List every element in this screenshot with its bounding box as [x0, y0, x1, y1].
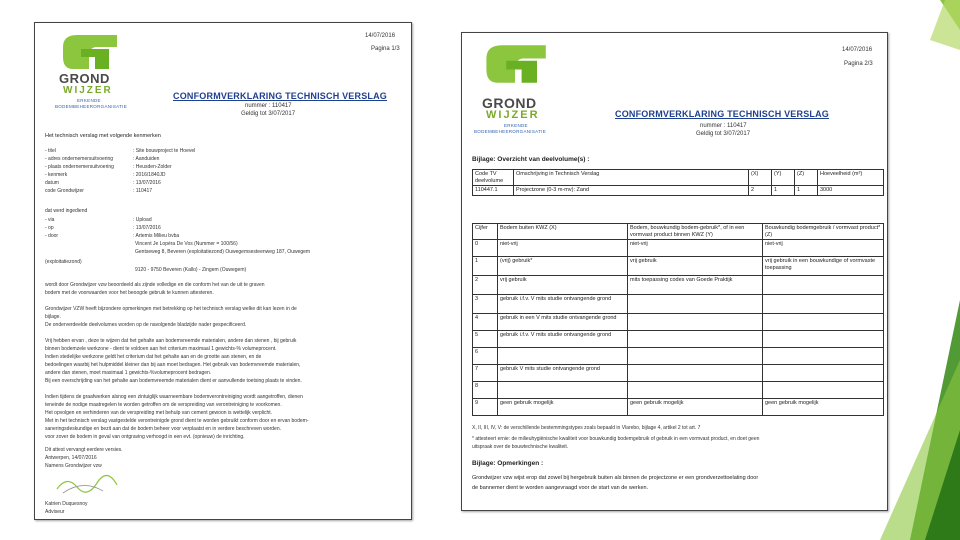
- table-cell: niet-vrij: [628, 240, 763, 257]
- page1-closing: Dit attest vervangt eerdere versies.: [45, 447, 123, 453]
- paragraph-line: Indien tijdens de graafwerken alsnog een zintuiglijk waarneembare bodemverontreiniging wordt aangetroffen, dienen: [45, 394, 303, 400]
- table-cell: 4: [473, 314, 498, 331]
- field-label: - plaats ondernemersuitvoering: [45, 164, 114, 170]
- page1-date: 14/07/2016: [365, 33, 396, 39]
- page1-intro: Het technisch verslag met volgende kenmerken: [45, 133, 161, 139]
- table-cell: [763, 295, 884, 314]
- field-label: code Grondwijzer: [45, 188, 84, 194]
- remarks-line: de bannemer dient te worden aangevraagd voor de start van de werken.: [472, 485, 649, 491]
- table-row: [473, 186, 884, 196]
- paragraph-line: andere dan stenen, moet maximaal 1 gewichts-%volumeprocent bedragen.: [45, 370, 212, 376]
- table-row: [473, 257, 884, 276]
- table-cell: [763, 331, 884, 348]
- field-value: : Artemis Milieu bvba: [133, 233, 180, 239]
- table-header-cell: (Z): [795, 170, 818, 186]
- table-cell: [628, 314, 763, 331]
- field-value: : 13/07/2016: [133, 180, 161, 186]
- logo-text-wijzer: WIJZER: [486, 109, 540, 121]
- table-row: [473, 295, 884, 314]
- page2-title: CONFORMVERKLARING TECHNISCH VERSLAG: [615, 109, 830, 119]
- classification-table: [472, 223, 884, 416]
- table-row: [473, 331, 884, 348]
- table-cell: 9: [473, 399, 498, 416]
- table-cell: 0: [473, 240, 498, 257]
- footnote-2-line: uitspraak over de bouwtechnische kwaliteit.: [472, 444, 569, 450]
- paragraph-line: Met in het technisch verslag vastgestelde verontreinigde grond dient te worden gebruikt conform door en ervan bodem-: [45, 418, 309, 424]
- table-header-cell: Cijfer: [473, 224, 498, 240]
- paragraph-line: Bij een overschrijding van het gehalte aan bodemvreemde materialen dient er aanvullende toetsing plaats te vinden.: [45, 378, 302, 384]
- table-row: [473, 276, 884, 295]
- field-value: : 13/07/2016: [133, 225, 161, 231]
- field-label: - titel: [45, 148, 56, 154]
- table-row: [473, 382, 884, 399]
- table-header-cell: Bodem buiten KWZ (X): [498, 224, 628, 240]
- footnote-1: X, II, III, IV, V: de verschillende bestemmingstypes zoals bepaald in Vlarebo, bijlage 4, artikel 2 tot art. 7: [472, 425, 701, 431]
- field-value: : Site bouwproject te Hoevel: [133, 148, 196, 154]
- field-label: - adres ondernemersuitvoering: [45, 156, 114, 162]
- table-cell: vrij gebruik: [498, 276, 628, 295]
- table-cell: 1: [473, 257, 498, 276]
- paragraph-line: voor zover de bodem in geval van ontgraving verhoogd in een evt. (opnieuw) de inrichting.: [45, 434, 245, 440]
- document-page-2: [461, 32, 888, 511]
- paragraph-line: saneringsdeskundige en bezit aan dat de bodem beheer voor verplaatst en in verdere beschreven worden.: [45, 426, 281, 432]
- page1-submitted: dat werd ingediend: [45, 208, 88, 214]
- table-header-cell: Bodem, bouwkundig bodem-gebruik*, of in een vormvast product binnen KWZ (Y): [628, 224, 763, 240]
- table-row: [473, 348, 884, 365]
- logo-text-organisatie: BODEMBEHEERORGANISATIE: [55, 104, 128, 109]
- table-cell: [628, 348, 763, 365]
- table-cell: (vrij) gebruik*: [498, 257, 628, 276]
- page2-number: nummer : 110417: [700, 123, 747, 129]
- table-header-cell: Bouwkundig bodemgebruik / vormvast product* (Z): [763, 224, 884, 240]
- remarks-line: Grondwijzer vzw wijst erop dat zowel bij hergebruik buiten als binnen de projectzone er een grondverzettoelating door: [472, 475, 759, 481]
- table-cell: 2: [473, 276, 498, 295]
- page1-signer: Katrien Duquesnoy: [45, 501, 88, 507]
- page1-expl: (exploitatiezond): [45, 259, 82, 265]
- table-cell: [498, 382, 628, 399]
- table-cell: vrij gebruik: [628, 257, 763, 276]
- table-cell: [628, 365, 763, 382]
- table-cell: geen gebruik mogelijk: [763, 399, 884, 416]
- table-cell: [763, 276, 884, 295]
- table-cell: [763, 314, 884, 331]
- page1-number: nummer : 110417: [245, 103, 292, 109]
- paragraph-line: teneinde de nodige maatregelen te worden getroffen om de verspreiding van verontreiniging te voorkomen.: [45, 402, 282, 408]
- overview-table: [472, 169, 884, 196]
- table-cell: 7: [473, 365, 498, 382]
- paragraph-line: Indien stedelijke werkzone geldt het criterium dat het gehalte aan en de grootte aan stenen, en de: [45, 354, 262, 360]
- table-cell: 1: [772, 186, 795, 196]
- field-value: : Aanduiden: [133, 156, 160, 162]
- paragraph-line: Grondwijzer VZW heeft bijzondere opmerkingen met betrekking op het technisch verslag welke dit kan lezen in de: [45, 306, 297, 312]
- table-header-cell: Hoeveelheid (m³): [818, 170, 884, 186]
- table-cell: mits toepassing codes van Goede Praktijk: [628, 276, 763, 295]
- field-value: : 110417: [133, 188, 153, 194]
- table-cell: 3000: [818, 186, 884, 196]
- table-cell: [628, 331, 763, 348]
- paragraph-line: Het opvolgen en verhinderen van de verspreiding met behulp van cement gewoon is wettelijk verplicht.: [45, 410, 273, 416]
- table-header-cell: (Y): [772, 170, 795, 186]
- page2-page-number: Pagina 2/3: [844, 61, 873, 67]
- field-value: : Upload: [133, 217, 152, 223]
- field-value: : 2016/1840JD: [133, 172, 166, 178]
- table-cell: gebruik in een V mits studie ontvangende grond: [498, 314, 628, 331]
- logo-text-organisatie: BODEMBEHEERORGANISATIE: [474, 129, 547, 134]
- signature-stamp: [53, 471, 123, 497]
- logo-text-grond: GROND: [482, 95, 537, 111]
- address-line: Vincent Je Lopéra De Vos (Nummer = 100/56): [135, 241, 238, 247]
- table-row: [473, 314, 884, 331]
- page1-page-number: Pagina 1/3: [371, 46, 400, 52]
- table-header-cell: Code TV deelvolume: [473, 170, 514, 186]
- paragraph-line: bijlage.: [45, 314, 61, 320]
- field-label: - via: [45, 217, 55, 223]
- page1-org: Namens Grondwijzer vzw: [45, 463, 102, 469]
- grondwijzer-logo: [55, 33, 135, 113]
- table-cell: geen gebruik mogelijk: [628, 399, 763, 416]
- footnote-2-line: * attesteert ernie: de milieuhygiënische kwaliteit voor bouwkundig bodemgebruik of gebruik in een vormvast product, en doet geen: [472, 436, 760, 442]
- document-page-1: [34, 22, 412, 520]
- table-cell: niet-vrij: [763, 240, 884, 257]
- table-header-cell: Omschrijving in Technisch Verslag: [514, 170, 749, 186]
- table-header-row: [473, 224, 884, 240]
- logo-text-grond: GROND: [59, 71, 110, 86]
- field-label: - kenmerk: [45, 172, 68, 178]
- table-cell: 6: [473, 348, 498, 365]
- table-cell: [763, 348, 884, 365]
- table-cell: gebruik V mits studie ontvangende grond: [498, 365, 628, 382]
- table-cell: 2: [749, 186, 772, 196]
- logo-text-erkende: ERKENDE: [504, 123, 528, 128]
- table-cell: Projectzone (0-3 m-mv): Zand: [514, 186, 749, 196]
- paragraph-line: De onderverdeelde deelvolumes worden op de navolgende bladzijde nader gespecificeerd.: [45, 322, 247, 328]
- logo-g-icon: [59, 33, 119, 71]
- table-row: [473, 365, 884, 382]
- table-cell: 3: [473, 295, 498, 314]
- paragraph-line: bedoelingen waarbij het hulpmiddel kleiner dan bij aan moet bedragen. Het gebruik van bodemvreemde materialen,: [45, 362, 301, 368]
- paragraph-line: binnen bodemzele werkzone - dient te voldoen aan het criterium maximaal 1 gewichts-% volumeprocent.: [45, 346, 277, 352]
- table-cell: gebruik i.f.v. V mits studie ontvangende grond: [498, 331, 628, 348]
- table-cell: [628, 295, 763, 314]
- table-cell: niet-vrij: [498, 240, 628, 257]
- grondwijzer-logo: [468, 37, 558, 137]
- page1-role: Adviseur: [45, 509, 65, 515]
- paragraph-line: wordt door Grondwijzer vzw beoordeeld als zijnde volledige en die conform het van de uit te graven: [45, 282, 265, 288]
- table-cell: [628, 382, 763, 399]
- page2-date: 14/07/2016: [842, 47, 873, 53]
- table-header-cell: (X): [749, 170, 772, 186]
- page2-valid: Geldig tot 3/07/2017: [696, 131, 751, 137]
- paragraph-line: Vrij hebben ervan , deze te wijzen dat het gehalte aan bodemvreemde materialen, andere dan stenen , bij gebruik: [45, 338, 297, 344]
- page1-valid: Geldig tot 3/07/2017: [241, 111, 296, 117]
- table-cell: vrij gebruik in een bouwkundige of vormvaste toepassing: [763, 257, 884, 276]
- table-header-row: [473, 170, 884, 186]
- field-label: datum: [45, 180, 59, 186]
- page1-place: Antwerpen, 14/07/2016: [45, 455, 97, 461]
- logo-text-wijzer: WIJZER: [63, 85, 113, 96]
- table-cell: 8: [473, 382, 498, 399]
- table-cell: [498, 348, 628, 365]
- logo-g-icon: [482, 37, 548, 91]
- field-value: : Heusden-Zolder: [133, 164, 172, 170]
- table-cell: 5: [473, 331, 498, 348]
- table-cell: 110447.1: [473, 186, 514, 196]
- table-cell: [763, 382, 884, 399]
- remarks-title: Bijlage: Opmerkingen :: [472, 460, 544, 467]
- field-label: - op: [45, 225, 54, 231]
- paragraph-line: bodem met de voorwaarden voor het beoogde gebruik te kunnen attesteren.: [45, 290, 214, 296]
- address-line: Gentseweg 8, Beveren (exploitatiezond) Ouwegemsesteenweg 187, Ouwegem: [135, 249, 311, 255]
- table-cell: geen gebruik mogelijk: [498, 399, 628, 416]
- overview-title: Bijlage: Overzicht van deelvolume(s) :: [472, 156, 590, 163]
- table-cell: [763, 365, 884, 382]
- page1-expl-address: 9120 - 9750 Beveren (Kallo) - Zingem (Ouwegem): [135, 267, 247, 273]
- table-cell: gebruik i.f.v. V mits studie ontvangende grond: [498, 295, 628, 314]
- table-cell: 1: [795, 186, 818, 196]
- table-row: [473, 240, 884, 257]
- logo-text-erkende: ERKENDE: [77, 98, 101, 103]
- page1-title: CONFORMVERKLARING TECHNISCH VERSLAG: [173, 91, 388, 101]
- table-row: [473, 399, 884, 416]
- field-label: - door: [45, 233, 59, 239]
